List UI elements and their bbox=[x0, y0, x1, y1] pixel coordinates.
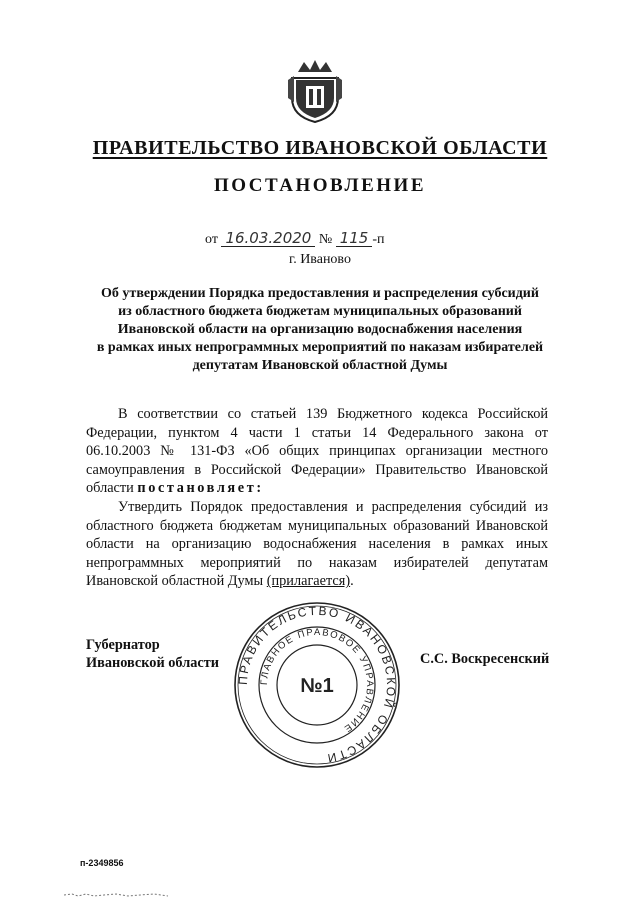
government-title: ПРАВИТЕЛЬСТВО ИВАНОВСКОЙ ОБЛАСТИ bbox=[92, 137, 548, 159]
subject-line: из областного бюджета бюджетам муниципальных образований bbox=[118, 304, 522, 319]
number-suffix: -п bbox=[372, 232, 385, 247]
date-number-line bbox=[205, 230, 384, 248]
signatory-title bbox=[86, 636, 219, 672]
document-body bbox=[86, 405, 548, 591]
seal-outer-text: ПРАВИТЕЛЬСТВО ИВАНОВСКОЙ ОБЛАСТИ bbox=[235, 603, 399, 766]
signatory-name: С.С. Воскресенский bbox=[420, 651, 550, 667]
paragraph-text: В соответствии со статьей 139 Бюджетного кодекса Российской Федерации, пунктом 4 части 1 статьи 14 Федерального закона от 06.10.2003 № 131-ФЗ «Об общих принципах организации местного самоуправления в Российской Федерации» Правительство Ивановской области bbox=[86, 406, 548, 497]
paragraph-end: . bbox=[350, 573, 354, 590]
official-seal bbox=[232, 600, 402, 770]
seal-number: №1 bbox=[300, 675, 334, 697]
paragraph-legal-basis bbox=[86, 405, 548, 498]
signatory-title-line: Ивановской области bbox=[86, 655, 219, 671]
document-subject bbox=[70, 285, 570, 375]
coat-of-arms-icon bbox=[286, 58, 344, 124]
signatory-title-line: Губернатор bbox=[86, 637, 160, 653]
scan-artifact-mark bbox=[64, 892, 174, 898]
document-number: 115 bbox=[336, 230, 373, 247]
from-label: от bbox=[205, 232, 218, 247]
document-type: ПОСТАНОВЛЕНИЕ bbox=[213, 175, 427, 196]
subject-line: Об утверждении Порядка предоставления и распределения субсидий bbox=[101, 286, 539, 301]
number-label: № bbox=[318, 232, 333, 247]
document-code: п-2349856 bbox=[80, 858, 124, 868]
subject-line: депутатам Ивановской областной Думы bbox=[192, 358, 448, 373]
document-date: 16.03.2020 bbox=[221, 230, 315, 247]
subject-line: Ивановской области на организацию водоснабжения населения bbox=[117, 322, 523, 337]
decree-word: постановляет: bbox=[137, 480, 264, 497]
seal-inner-text: ГЛАВНОЕ ПРАВОВОЕ УПРАВЛЕНИЕ bbox=[258, 626, 376, 735]
paragraph-resolution bbox=[86, 498, 548, 591]
paragraph-text: Утвердить Порядок предоставления и распределения субсидий из областного бюджета бюджетам муниципальных образований Ивановской области на организацию водоснабжения населения в рамках иных непрограммных мероприятий по наказам избирателей депутатам Ивановской областной Думы bbox=[86, 498, 548, 590]
attached-note: (прилагается) bbox=[266, 573, 351, 590]
subject-line: в рамках иных непрограммных мероприятий по наказам избирателей bbox=[96, 340, 544, 355]
city: г. Иваново bbox=[289, 252, 351, 267]
